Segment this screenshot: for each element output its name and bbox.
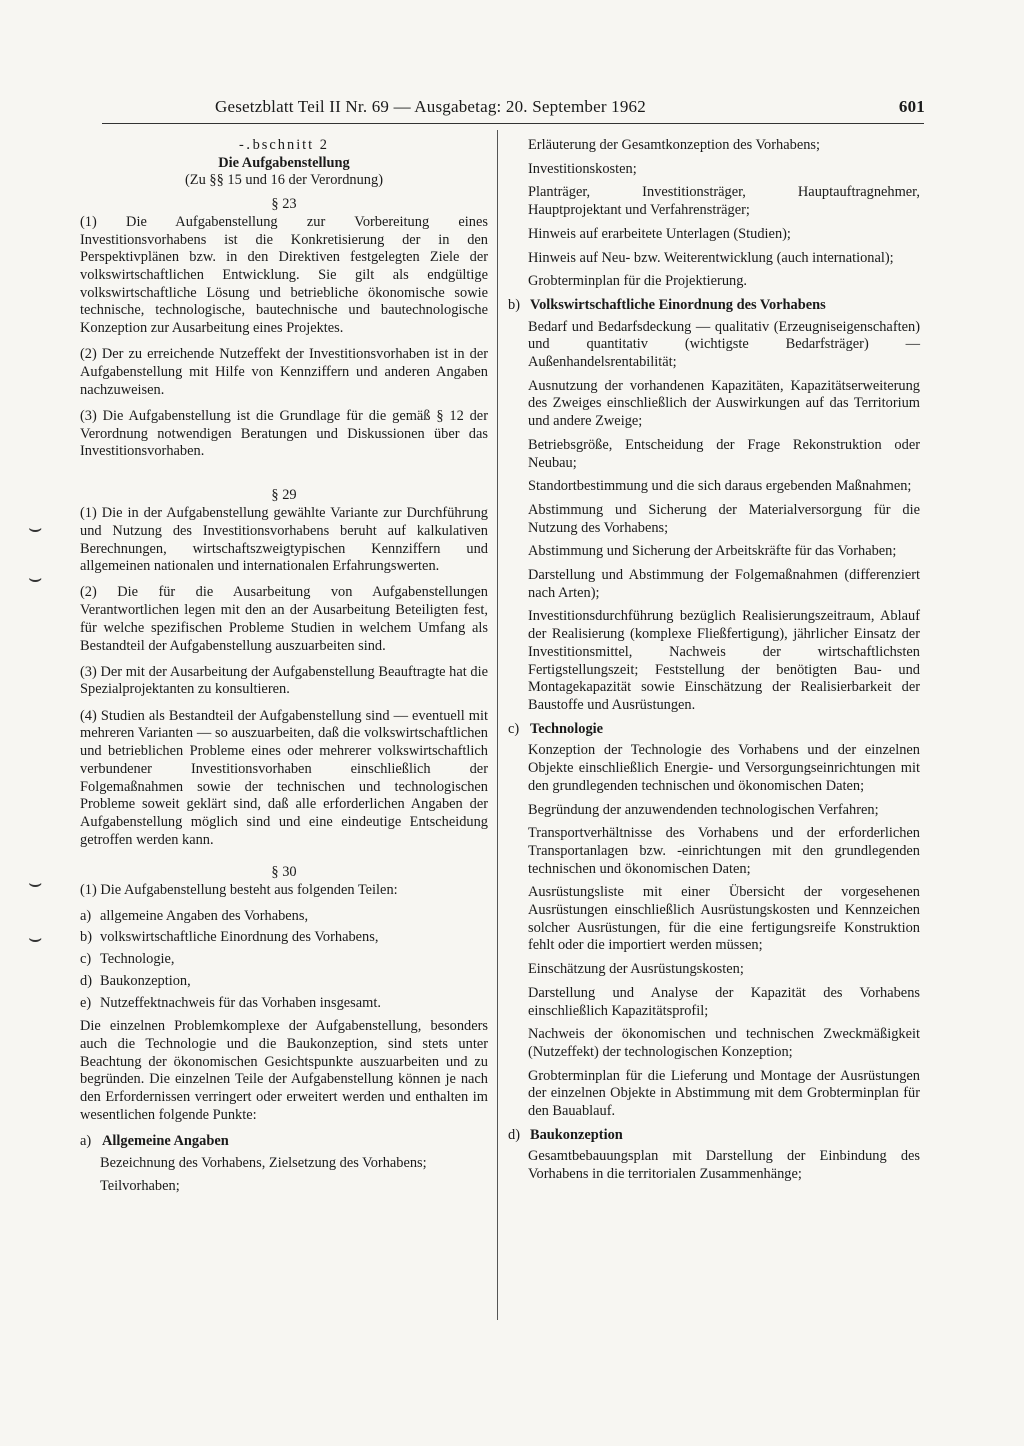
section-c-heading: c) Technologie xyxy=(508,720,604,737)
list-item: Ausnutzung der vorhandenen Kapazitäten, Kapazitätserweiterung des Zweiges einschließlich der Auswirkungen auf das Territorium und andere Zweige; xyxy=(528,377,920,430)
paragraph-29-4: (4) Studien als Bestandteil der Aufgabenstellung sind — eventuell mit mehreren Varianten — so auszuarbeiten, daß die volkswirtschaftlichen und betrieblichen Probleme eines oder mehrerer volkswirtschaftlich verbundener Investitionsvorhaben einschließlich der Folgemaßnahmen sowie der technischen und technologischen Probleme soweit geklärt sind, daß alle erforderlichen Angaben der Aufgabenstellung möglich sind und eine eindeutige Entscheidung getroffen werden kann. xyxy=(80,707,488,848)
list-item: a) allgemeine Angaben des Vorhabens, xyxy=(80,907,309,924)
list-item: Hinweis auf erarbeitete Unterlagen (Studien); xyxy=(528,225,791,242)
list-item: Darstellung und Abstimmung der Folgemaßnahmen (differenziert nach Arten); xyxy=(528,567,920,601)
margin-tick-mark: ⌣ xyxy=(28,515,43,540)
list-item: Erläuterung der Gesamtkonzeption des Vorhabens; xyxy=(528,137,820,153)
parts-list xyxy=(80,908,488,1013)
section-a-heading: a) Allgemeine Angaben xyxy=(80,1132,229,1149)
page-header xyxy=(215,97,925,123)
list-item: Konzeption der Technologie des Vorhabens und der einzelnen Objekte einschließlich Energie- und Versorgungseinrichtungen mit den grundlegenden technischen und ökonomischen Daten; xyxy=(528,742,920,794)
list-item: Teilvorhaben; xyxy=(100,1178,180,1195)
paragraph-29-heading: § 29 xyxy=(271,487,297,504)
list-item: c) Technologie, xyxy=(80,951,175,968)
page-number: 601 xyxy=(898,97,925,116)
list-item: Darstellung und Analyse der Kapazität des Vorhabens einschließlich Kapazitätsprofil; xyxy=(528,984,920,1019)
list-item: b) volkswirtschaftliche Einordnung des Vorhabens, xyxy=(80,929,379,946)
left-column xyxy=(80,137,488,1202)
list-item: Transportverhältnisse des Vorhabens und der erforderlichen Transportanlagen bzw. -einrichtungen mit den grundlegenden technischen und ökonomischen Daten; xyxy=(528,825,920,877)
column-divider xyxy=(497,130,498,1320)
list-item: Investitionskosten; xyxy=(528,160,637,177)
list-item: Abstimmung und Sicherung der Arbeitskräfte für das Vorhaben; xyxy=(528,543,897,560)
list-item: Investitionsdurchführung bezüglich Realisierungszeitraum, Ablauf der Realisierung (komplexe Fließfertigung), jährlicher Einsatz der Investitionsmittel, Nachweis der wirtschaftlichsten Fertigstellungszeit; Feststellung der benötigten Bau- und Montagekapazität sowie Einschätzung der Realisierbarkeit der Baustoffe und Ausrüstungen. xyxy=(528,608,920,713)
list-item: Bezeichnung des Vorhabens, Zielsetzung des Vorhabens; xyxy=(100,1154,427,1171)
margin-tick-mark: ⌣ xyxy=(28,870,43,895)
margin-tick-mark: ⌣ xyxy=(28,925,43,950)
list-item: Grobterminplan für die Projektierung. xyxy=(528,273,748,290)
list-item: Standortbestimmung und die sich daraus ergebenden Maßnahmen; xyxy=(528,478,912,495)
list-item: Grobterminplan für die Lieferung und Montage der Ausrüstungen der einzelnen Objekte in Abstimmung mit dem Grobterminplan für den Bauablauf. xyxy=(528,1067,920,1120)
header-rule xyxy=(102,123,924,124)
list-item: Einschätzung der Ausrüstungskosten; xyxy=(528,961,744,978)
margin-tick-mark: ⌣ xyxy=(28,565,43,590)
paragraph-29-2: (2) Die für die Ausarbeitung von Aufgabenstellungen Verantwortlichen legen mit den an der Ausarbeitung Beteiligten fest, für welche spezifischen Probleme Studien in welchem Umfang als Bestandteil der Aufgabenstellung auszuarbeiten sind. xyxy=(80,584,488,654)
section-subheading: (Zu §§ 15 und 16 der Verordnung) xyxy=(185,172,383,189)
paragraph-30-2: Die einzelnen Problemkomplexe der Aufgabenstellung, besonders auch die Technologie und die Baukonzeption, sind stets unter Beachtung der ökonomischen Gesichtspunkte auszuarbeiten und zu begründen. Die einzelnen Teile der Aufgabenstellung können je nach den Erfordernissen verringert oder erweitert werden und enthalten im wesentlichen folgende Punkte: xyxy=(80,1018,488,1123)
paragraph-30-heading: § 30 xyxy=(271,863,297,880)
list-item: Gesamtbebauungsplan mit Darstellung der Einbindung des Vorhabens in die territorialen Zusammenhänge; xyxy=(528,1148,920,1183)
list-item: Begründung der anzuwendenden technologischen Verfahren; xyxy=(528,801,879,818)
section-b-heading: b) Volkswirtschaftliche Einordnung des Vorhabens xyxy=(508,296,826,313)
paragraph-30-1: (1) Die Aufgabenstellung besteht aus folgenden Teilen: xyxy=(80,881,398,898)
list-item: Ausrüstungsliste mit einer Übersicht der vorgesehenen Ausrüstungen einschließlich Ausrüstungskosten und Kennzeichen solcher Ausrüstungen, für die eine fertigungsreife Konstruktion fehlt oder die importiert werden müssen; xyxy=(528,884,920,954)
paragraph-29-1: (1) Die in der Aufgabenstellung gewählte Variante zur Durchführung und Nutzung des Investitionsvorhabens beruht auf kalkulativen Berechnungen, wirtschaftszweigtypischen Kennziffern und allgemeinen nationalen und internationalen Erfahrungswerten. xyxy=(80,505,488,575)
paragraph-23-heading: § 23 xyxy=(271,196,297,213)
paragraph-23-1: (1) Die Aufgabenstellung zur Vorbereitung eines Investitionsvorhabens ist die Konkretisierung der in den Perspektivplänen bzw. in den Direktiven festgelegten Ziele der volkswirtschaftlichen Entwicklung. Sie gilt als endgültige volkswirtschaftliche Lösung und betriebliche ökonomische sowie technische, technologische, bautechnische und bautechnologische Konzeption zur Ausarbeitung eines Projektes. xyxy=(80,213,488,337)
section-d-heading: d) Baukonzeption xyxy=(508,1126,623,1143)
list-item: Abstimmung und Sicherung der Materialversorgung für die Nutzung des Vorhabens; xyxy=(528,501,920,536)
section-title: -․bschnitt 2 xyxy=(239,137,329,153)
list-item: Bedarf und Bedarfsdeckung — qualitativ (Erzeugniseigenschaften) und quantitativ (wichtigste Bedarfsträger) — Außenhandelsrentabilität; xyxy=(528,318,920,371)
list-item: e) Nutzeffektnachweis für das Vorhaben insgesamt. xyxy=(80,994,381,1011)
list-item: Nachweis der ökonomischen und technischen Zweckmäßigkeit (Nutzeffekt) der technologischen Konzeption; xyxy=(528,1026,920,1060)
list-item: Planträger, Investitionsträger, Hauptauftragnehmer, Hauptprojektant und Verfahrensträger; xyxy=(528,184,920,219)
header-title: Gesetzblatt Teil II Nr. 69 — Ausgabetag: 20. September 1962 xyxy=(215,97,646,116)
list-item: d) Baukonzeption, xyxy=(80,972,191,989)
paragraph-23-3: (3) Die Aufgabenstellung ist die Grundlage für die gemäß § 12 der Verordnung notwendigen Beratungen und Diskussionen über das Investitionsvorhaben. xyxy=(80,407,488,460)
paragraph-29-3: (3) Der mit der Ausarbeitung der Aufgabenstellung Beauftragte hat die Spezialprojektanten zu konsultieren. xyxy=(80,663,488,698)
section-heading: Die Aufgabenstellung xyxy=(218,154,350,171)
paragraph-23-2: (2) Der zu erreichende Nutzeffekt der Investitionsvorhaben ist in der Aufgabenstellung mit Hilfe von Kennziffern und anderen Angaben nachzuweisen. xyxy=(80,346,488,398)
list-item: Hinweis auf Neu- bzw. Weiterentwicklung (auch international); xyxy=(528,249,894,266)
list-item: Betriebsgröße, Entscheidung der Frage Rekonstruktion oder Neubau; xyxy=(528,436,920,471)
right-column xyxy=(508,137,920,1190)
